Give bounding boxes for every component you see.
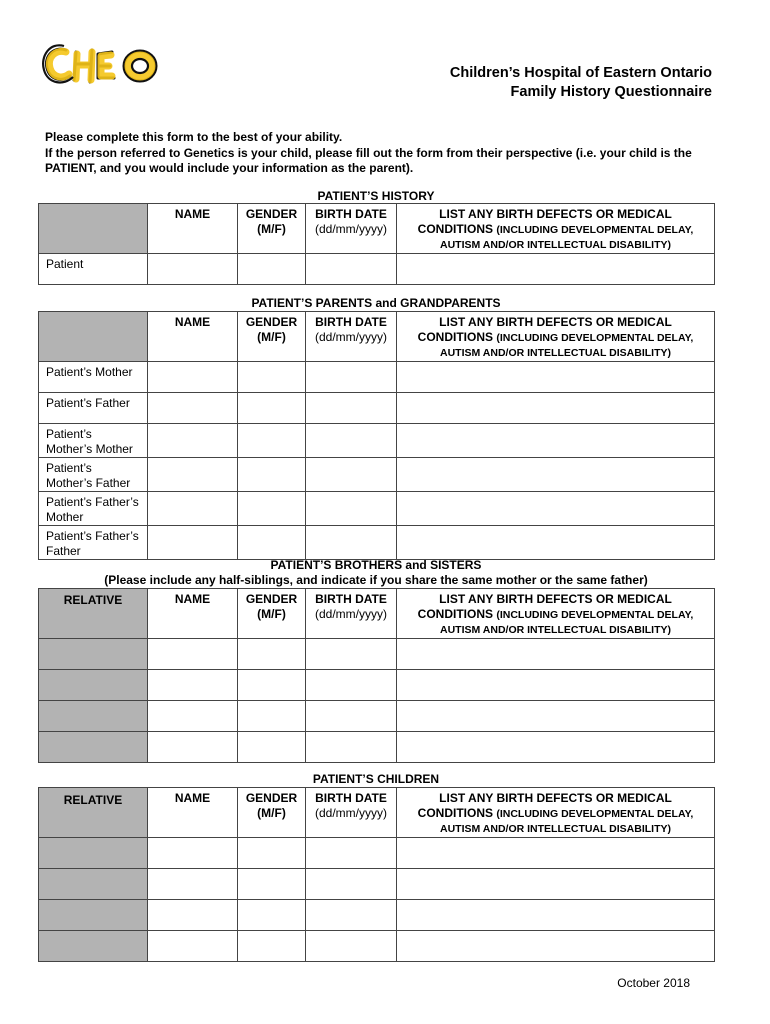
shaded-cell bbox=[39, 312, 148, 362]
gender-header: GENDER (M/F) bbox=[238, 589, 306, 639]
gender-field[interactable] bbox=[238, 424, 306, 458]
name-field[interactable] bbox=[148, 900, 238, 931]
name-field[interactable] bbox=[148, 838, 238, 869]
gender-field[interactable] bbox=[238, 701, 306, 732]
conditions-field[interactable] bbox=[397, 254, 715, 285]
cheo-logo bbox=[42, 40, 164, 92]
gender-header: GENDER (M/F) bbox=[238, 204, 306, 254]
table-row bbox=[39, 732, 715, 763]
birth-date-header: BIRTH DATE (dd/mm/yyyy) bbox=[306, 204, 397, 254]
table-row bbox=[39, 492, 715, 526]
birth-date-field[interactable] bbox=[306, 393, 397, 424]
row-label: Patient’s Mother bbox=[39, 362, 148, 393]
name-field[interactable] bbox=[148, 639, 238, 670]
name-field[interactable] bbox=[148, 869, 238, 900]
table-row bbox=[39, 838, 715, 869]
row-label: Patient’s Father’s Mother bbox=[39, 492, 148, 526]
name-field[interactable] bbox=[148, 931, 238, 962]
name-header: NAME bbox=[148, 788, 238, 838]
birth-date-field[interactable] bbox=[306, 670, 397, 701]
conditions-header: LIST ANY BIRTH DEFECTS OR MEDICAL CONDITIONS (INCLUDING DEVELOPMENTAL DELAY, AUTISM AND/OR INTELLECTUAL DISABILITY) bbox=[397, 204, 715, 254]
row-label: Patient bbox=[39, 254, 148, 285]
table-header-row bbox=[39, 312, 715, 362]
siblings-section-title: PATIENT’S BROTHERS and SISTERS bbox=[270, 558, 482, 572]
name-field[interactable] bbox=[148, 492, 238, 526]
children-table bbox=[38, 787, 715, 962]
shaded-cell bbox=[39, 204, 148, 254]
gender-field[interactable] bbox=[238, 869, 306, 900]
name-field[interactable] bbox=[148, 424, 238, 458]
birth-date-field[interactable] bbox=[306, 639, 397, 670]
conditions-field[interactable] bbox=[397, 362, 715, 393]
table-header-row bbox=[39, 589, 715, 639]
gender-header: GENDER (M/F) bbox=[238, 788, 306, 838]
hospital-name: Children’s Hospital of Eastern Ontario bbox=[449, 65, 712, 81]
name-field[interactable] bbox=[148, 670, 238, 701]
table-row bbox=[39, 639, 715, 670]
row-label: Patient’s Father’s Father bbox=[39, 526, 148, 560]
conditions-field[interactable] bbox=[397, 670, 715, 701]
gender-field[interactable] bbox=[238, 670, 306, 701]
birth-date-header: BIRTH DATE (dd/mm/yyyy) bbox=[306, 589, 397, 639]
table-row bbox=[39, 393, 715, 424]
conditions-field[interactable] bbox=[397, 492, 715, 526]
relative-field[interactable] bbox=[39, 701, 148, 732]
table-row bbox=[39, 254, 715, 285]
gender-field[interactable] bbox=[238, 900, 306, 931]
gender-header: GENDER (M/F) bbox=[238, 312, 306, 362]
parents-table bbox=[38, 311, 715, 560]
birth-date-field[interactable] bbox=[306, 701, 397, 732]
table-header-row bbox=[39, 204, 715, 254]
birth-date-field[interactable] bbox=[306, 732, 397, 763]
children-section-title: PATIENT’S CHILDREN bbox=[312, 772, 440, 786]
name-field[interactable] bbox=[148, 254, 238, 285]
table-row bbox=[39, 900, 715, 931]
relative-field[interactable] bbox=[39, 931, 148, 962]
conditions-field[interactable] bbox=[397, 639, 715, 670]
name-header: NAME bbox=[148, 589, 238, 639]
birth-date-field[interactable] bbox=[306, 526, 397, 560]
birth-date-field[interactable] bbox=[306, 838, 397, 869]
relative-field[interactable] bbox=[39, 639, 148, 670]
name-header: NAME bbox=[148, 312, 238, 362]
name-field[interactable] bbox=[148, 701, 238, 732]
gender-field[interactable] bbox=[238, 931, 306, 962]
gender-field[interactable] bbox=[238, 492, 306, 526]
conditions-header: LIST ANY BIRTH DEFECTS OR MEDICAL CONDITIONS (INCLUDING DEVELOPMENTAL DELAY, AUTISM AND/OR INTELLECTUAL DISABILITY) bbox=[397, 312, 715, 362]
intro-line-2: If the person referred to Genetics is your child, please fill out the form from their perspective (i.e. your child is the PATIENT, and you would include your information as the parent). bbox=[45, 145, 692, 175]
conditions-field[interactable] bbox=[397, 393, 715, 424]
birth-date-field[interactable] bbox=[306, 424, 397, 458]
form-title bbox=[450, 64, 712, 102]
relative-field[interactable] bbox=[39, 900, 148, 931]
gender-field[interactable] bbox=[238, 458, 306, 492]
gender-field[interactable] bbox=[238, 254, 306, 285]
gender-field[interactable] bbox=[238, 393, 306, 424]
birth-date-field[interactable] bbox=[306, 900, 397, 931]
table-row bbox=[39, 931, 715, 962]
gender-field[interactable] bbox=[238, 838, 306, 869]
siblings-table bbox=[38, 588, 715, 763]
conditions-field[interactable] bbox=[397, 869, 715, 900]
row-label: Patient’s Mother’s Father bbox=[39, 458, 148, 492]
birth-date-field[interactable] bbox=[306, 254, 397, 285]
table-header-row bbox=[39, 788, 715, 838]
intro-line-1: Please complete this form to the best of your ability. bbox=[45, 130, 343, 144]
conditions-field[interactable] bbox=[397, 900, 715, 931]
birth-date-header: BIRTH DATE (dd/mm/yyyy) bbox=[306, 312, 397, 362]
revision-date: October 2018 bbox=[617, 976, 690, 990]
birth-date-field[interactable] bbox=[306, 492, 397, 526]
conditions-header: LIST ANY BIRTH DEFECTS OR MEDICAL CONDITIONS (INCLUDING DEVELOPMENTAL DELAY, AUTISM AND/OR INTELLECTUAL DISABILITY) bbox=[397, 788, 715, 838]
relative-field[interactable] bbox=[39, 670, 148, 701]
gender-field[interactable] bbox=[238, 639, 306, 670]
intro-text bbox=[45, 130, 725, 177]
history-section-title: PATIENT’S HISTORY bbox=[317, 189, 435, 203]
name-field[interactable] bbox=[148, 732, 238, 763]
gender-field[interactable] bbox=[238, 526, 306, 560]
conditions-field[interactable] bbox=[397, 458, 715, 492]
table-row bbox=[39, 458, 715, 492]
row-label: Patient’s Mother’s Mother bbox=[39, 424, 148, 458]
conditions-field[interactable] bbox=[397, 701, 715, 732]
birth-date-field[interactable] bbox=[306, 931, 397, 962]
conditions-field[interactable] bbox=[397, 838, 715, 869]
name-field[interactable] bbox=[148, 458, 238, 492]
relative-header: RELATIVE bbox=[39, 589, 148, 639]
conditions-header: LIST ANY BIRTH DEFECTS OR MEDICAL CONDITIONS (INCLUDING DEVELOPMENTAL DELAY, AUTISM AND/OR INTELLECTUAL DISABILITY) bbox=[397, 589, 715, 639]
logo-fill bbox=[49, 51, 152, 80]
birth-date-field[interactable] bbox=[306, 869, 397, 900]
birth-date-field[interactable] bbox=[306, 458, 397, 492]
conditions-field[interactable] bbox=[397, 424, 715, 458]
conditions-field[interactable] bbox=[397, 526, 715, 560]
name-field[interactable] bbox=[148, 362, 238, 393]
table-row bbox=[39, 362, 715, 393]
gender-field[interactable] bbox=[238, 732, 306, 763]
table-row bbox=[39, 526, 715, 560]
relative-field[interactable] bbox=[39, 838, 148, 869]
birth-date-field[interactable] bbox=[306, 362, 397, 393]
table-row bbox=[39, 424, 715, 458]
row-label: Patient’s Father bbox=[39, 393, 148, 424]
parents-section-title: PATIENT’S PARENTS and GRANDPARENTS bbox=[251, 296, 501, 310]
relative-header: RELATIVE bbox=[39, 788, 148, 838]
table-row bbox=[39, 670, 715, 701]
conditions-field[interactable] bbox=[397, 931, 715, 962]
name-field[interactable] bbox=[148, 526, 238, 560]
name-header: NAME bbox=[148, 204, 238, 254]
name-field[interactable] bbox=[148, 393, 238, 424]
siblings-section-subtitle: (Please include any half-siblings, and indicate if you share the same mother or the same father) bbox=[104, 573, 648, 587]
relative-field[interactable] bbox=[39, 869, 148, 900]
questionnaire-name: Family History Questionnaire bbox=[510, 84, 712, 100]
relative-field[interactable] bbox=[39, 732, 148, 763]
conditions-field[interactable] bbox=[397, 732, 715, 763]
birth-date-header: BIRTH DATE (dd/mm/yyyy) bbox=[306, 788, 397, 838]
table-row bbox=[39, 701, 715, 732]
table-row bbox=[39, 869, 715, 900]
gender-field[interactable] bbox=[238, 362, 306, 393]
history-table bbox=[38, 203, 715, 285]
